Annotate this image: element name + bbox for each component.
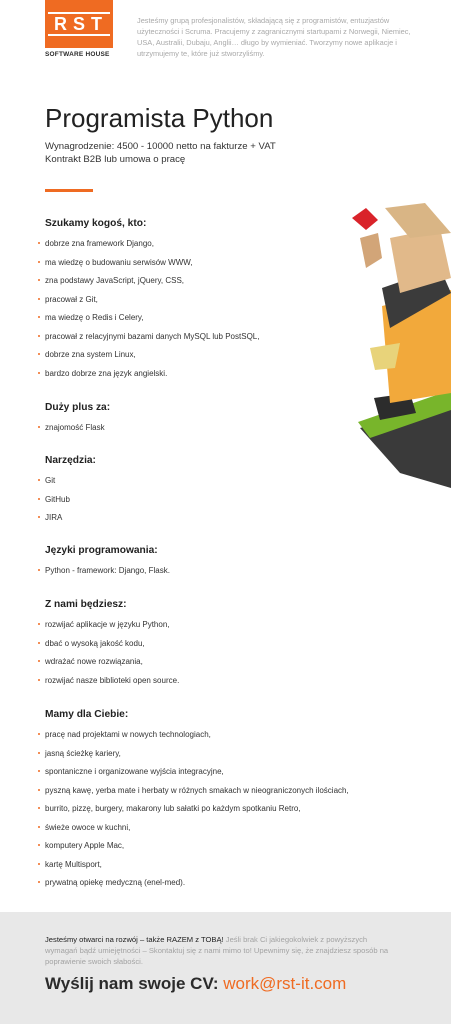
bullet-icon [38, 372, 40, 374]
list-item [45, 238, 375, 257]
list-item [45, 840, 375, 859]
list-item [45, 512, 375, 531]
section-heading: Języki programowania: [45, 545, 158, 556]
bullet-icon [38, 679, 40, 681]
bullet-icon [38, 807, 40, 809]
section-heading: Szukamy kogoś, kto: [45, 218, 147, 229]
section-requirements [45, 218, 375, 386]
bullet-icon [38, 498, 40, 500]
list-item-text: bardzo dobrze zna język angielski. [45, 368, 168, 378]
footer-bold: Jesteśmy otwarci na rozwój – także RAZEM z TOBĄ! [45, 935, 224, 944]
list-item-text: dobrze zna system Linux, [45, 350, 136, 359]
list-item [45, 729, 375, 748]
list-item-text: Git [45, 476, 56, 485]
list-item-text: znajomość Flask [45, 423, 105, 432]
list-item [45, 475, 375, 494]
job-terms [45, 140, 276, 166]
list-item-text: dbać o wysoką jakość kodu, [45, 638, 145, 648]
logo-mark [45, 0, 113, 48]
section-heading: Mamy dla Ciebie: [45, 709, 129, 720]
company-intro: Jesteśmy grupą profesjonalistów, składającą się z programistów, entuzjastów użyteczności i Scruma. Pracujemy z zagranicznymi startupami z Norwegii, Niemiec, USA, Australii, Dubaju, Anglii… długo by wymieniać. Tworzymy nowe aplikacje i utrzymujemy te, które już stworzyliśmy. [137, 16, 411, 58]
list-item [45, 859, 375, 878]
section-list [45, 619, 375, 693]
bullet-icon [38, 752, 40, 754]
section-list [45, 475, 375, 531]
list-item [45, 766, 375, 785]
bullet-icon [38, 623, 40, 625]
list-item-text: wdrażać nowe rozwiązania, [45, 657, 143, 666]
section-heading: Duży plus za: [45, 402, 111, 413]
list-item-text: Python - framework: Django, Flask. [45, 566, 170, 575]
list-item [45, 748, 375, 767]
list-item-text: ma wiedzę o Redis i Celery, [45, 313, 144, 322]
list-item-text: rozwijać nasze biblioteki open source. [45, 675, 180, 685]
job-title: Programista Python [45, 103, 274, 133]
bullet-icon [38, 279, 40, 281]
list-item-text: pracował z relacyjnymi bazami danych MySQL lub PostSQL, [45, 331, 260, 341]
list-item-text: komputery Apple Mac, [45, 841, 125, 850]
bullet-icon [38, 863, 40, 865]
list-item-text: pracował z Git, [45, 294, 98, 304]
bullet-icon [38, 569, 40, 571]
bullet-icon [38, 353, 40, 355]
list-item [45, 494, 375, 513]
programmer-illustration [330, 198, 451, 488]
list-item-text: GitHub [45, 494, 70, 504]
list-item-text: ma wiedzę o budowaniu serwisów WWW, [45, 257, 193, 267]
section-list [45, 422, 375, 441]
list-item [45, 675, 375, 694]
list-item [45, 565, 375, 584]
salary-text: Wynagrodzenie: 4500 - 10000 netto na fakturze + VAT [45, 141, 276, 152]
list-item-text: pyszną kawę, yerba mate i herbaty w różnych smakach w nieograniczonych ilościach, [45, 785, 349, 795]
section-heading: Z nami będziesz: [45, 599, 127, 610]
bullet-icon [38, 770, 40, 772]
bullet-icon [38, 826, 40, 828]
bullet-icon [38, 642, 40, 644]
list-item [45, 877, 375, 896]
logo [45, 0, 113, 58]
footer-text [45, 934, 395, 967]
list-item [45, 656, 375, 675]
section-languages [45, 545, 375, 584]
section-benefits [45, 709, 375, 896]
list-item-text: dobrze zna framework Django, [45, 239, 154, 248]
list-item-text: burrito, pizzę, burgery, makarony lub sałatki po każdym spotkaniu Retro, [45, 804, 301, 813]
logo-letters: RST [48, 12, 110, 36]
list-item-text: świeże owoce w kuchni, [45, 822, 131, 832]
bullet-icon [38, 426, 40, 428]
footer [0, 912, 451, 1024]
list-item-text: jasną ścieżkę kariery, [45, 748, 121, 758]
email-link[interactable]: work@rst-it.com [223, 974, 347, 993]
list-item-text: zna podstawy JavaScript, jQuery, CSS, [45, 276, 185, 285]
bullet-icon [38, 733, 40, 735]
list-item [45, 422, 375, 441]
section-list [45, 238, 375, 386]
section-list [45, 729, 375, 896]
section-list [45, 565, 375, 584]
bullet-icon [38, 479, 40, 481]
list-item [45, 312, 375, 331]
contract-text: Kontrakt B2B lub umowa o pracę [45, 154, 186, 165]
section-tools [45, 455, 375, 531]
list-item [45, 294, 375, 313]
bullet-icon [38, 298, 40, 300]
bullet-icon [38, 316, 40, 318]
list-item [45, 257, 375, 276]
list-item [45, 275, 375, 294]
bullet-icon [38, 242, 40, 244]
bullet-icon [38, 881, 40, 883]
list-item-text: pracę nad projektami w nowych technologiach, [45, 730, 211, 739]
accent-divider [45, 189, 93, 192]
list-item-text: JIRA [45, 513, 63, 522]
bullet-icon [38, 516, 40, 518]
list-item-text: kartę Multisport, [45, 859, 102, 869]
list-item [45, 349, 375, 368]
list-item [45, 803, 375, 822]
bullet-icon [38, 844, 40, 846]
list-item-text: rozwijać aplikacje w języku Python, [45, 620, 170, 629]
logo-subtitle: SOFTWARE HOUSE [45, 51, 110, 58]
section-duties [45, 599, 375, 693]
list-item [45, 368, 375, 387]
cta-prefix: Wyślij nam swoje CV: [45, 974, 224, 993]
cta [45, 974, 346, 994]
list-item [45, 331, 375, 350]
bullet-icon [38, 261, 40, 263]
section-plus [45, 402, 375, 441]
list-item-text: spontaniczne i organizowane wyjścia integracyjne, [45, 767, 224, 776]
list-item-text: prywatną opiekę medyczną (enel-med). [45, 878, 186, 887]
bullet-icon [38, 660, 40, 662]
footer-body: Jeśli brak Ci jakiegokolwiek z powyższych wymagań bądź umiejętności – Skontaktuj się z nami mimo to! Upewnimy się, że znajdziesz sposób na poprawienie swoich słabości. [45, 935, 389, 966]
list-item [45, 822, 375, 841]
bullet-icon [38, 789, 40, 791]
bullet-icon [38, 335, 40, 337]
list-item [45, 619, 375, 638]
section-heading: Narzędzia: [45, 455, 96, 466]
list-item [45, 638, 375, 657]
list-item [45, 785, 375, 804]
